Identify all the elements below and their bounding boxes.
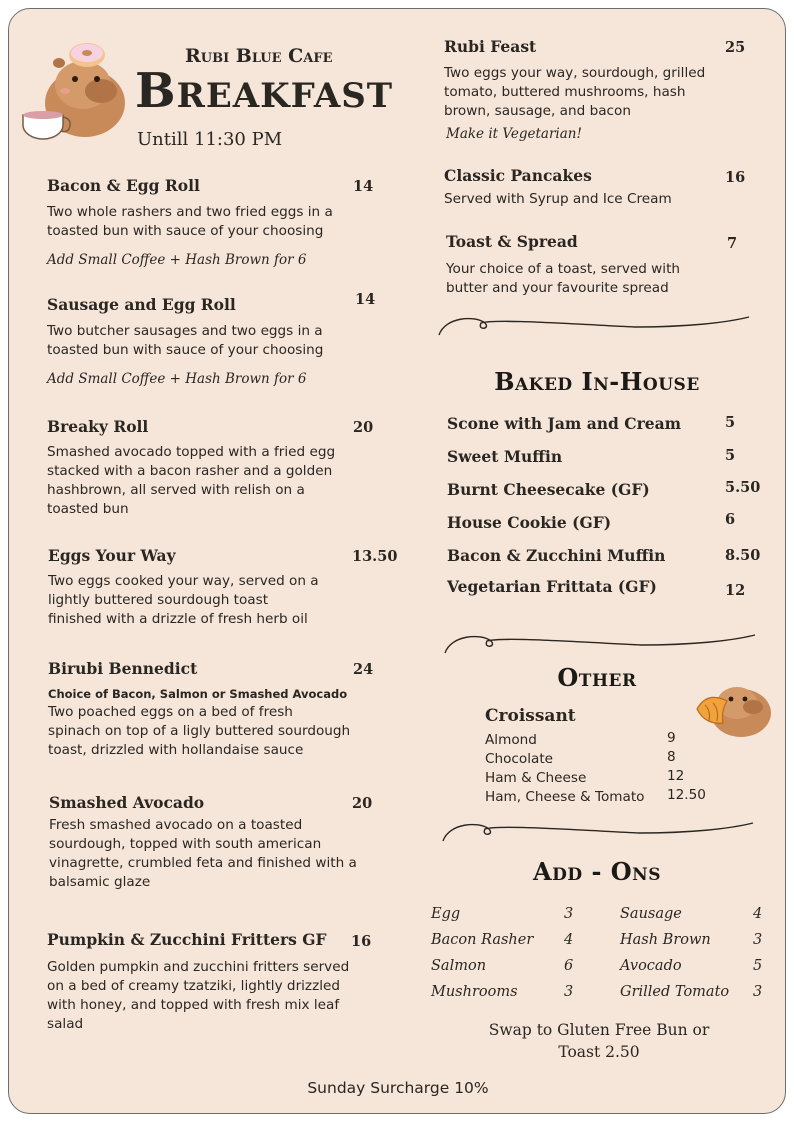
baked-item-name: Vegetarian Frittata (GF) — [447, 577, 657, 596]
item-note: Make it Vegetarian! — [446, 126, 582, 142]
item-description: Your choice of a toast, served with butter and your favourite spread — [446, 261, 681, 296]
item-price: 14 — [353, 178, 374, 195]
capybara-donut-icon — [15, 33, 133, 143]
item-note: Add Small Coffee + Hash Brown for 6 — [47, 371, 307, 387]
item-description: Two poached eggs on a bed of fresh spinach on top of a ligly buttered sourdough toast, drizzled with hollandaise sauce — [48, 704, 351, 758]
croissant-item-name: Chocolate — [485, 751, 554, 767]
addon-price: 4 — [753, 906, 763, 922]
addon-price: 3 — [564, 984, 574, 1000]
item-title: Smashed Avocado — [49, 793, 205, 812]
addon-name: Grilled Tomato — [620, 984, 730, 1000]
item-title: Bacon & Egg Roll — [47, 176, 200, 195]
croissant-item-price: 9 — [667, 730, 676, 746]
croissant-item-name: Ham & Cheese — [485, 770, 587, 786]
addon-price: 3 — [564, 906, 574, 922]
item-price: 20 — [352, 795, 373, 812]
addon-name: Avocado — [620, 958, 682, 974]
item-title: Breaky Roll — [47, 417, 149, 436]
addon-price: 3 — [753, 932, 763, 948]
item-description: Two eggs cooked your way, served on a lightly buttered sourdough toast finished with a drizzle of fresh herb oil — [48, 573, 319, 627]
addon-name: Mushrooms — [431, 984, 518, 1000]
item-price: 14 — [355, 291, 376, 308]
baked-item-price: 5.50 — [725, 479, 761, 496]
baked-item-price: 6 — [725, 511, 736, 528]
addon-price: 3 — [753, 984, 763, 1000]
addon-name: Sausage — [620, 906, 682, 922]
item-subheading: Choice of Bacon, Salmon or Smashed Avocado — [48, 687, 348, 701]
addon-price: 6 — [564, 958, 574, 974]
addon-name: Bacon Rasher — [431, 932, 534, 948]
baked-item-price: 5 — [725, 414, 736, 431]
croissant-item-price: 12 — [667, 768, 685, 784]
item-title: Toast & Spread — [446, 232, 578, 251]
swirl-divider — [435, 309, 755, 339]
section-heading-baked: Baked In-House — [494, 367, 700, 396]
baked-item-name: Burnt Cheesecake (GF) — [447, 480, 650, 499]
hours-text: Untill 11:30 PM — [137, 129, 283, 150]
croissant-item-price: 12.50 — [667, 787, 706, 803]
addon-name: Egg — [431, 906, 461, 922]
item-price: 13.50 — [352, 548, 398, 565]
item-title: Pumpkin & Zucchini Fritters GF — [47, 930, 327, 949]
item-note: Add Small Coffee + Hash Brown for 6 — [47, 252, 307, 268]
section-heading-addons: Add - Ons — [533, 857, 661, 886]
menu-page — [8, 8, 786, 1114]
croissant-item-name: Almond — [485, 732, 537, 748]
swap-note: Swap to Gluten Free Bun or Toast 2.50 — [488, 1021, 710, 1061]
item-price: 16 — [725, 169, 746, 186]
croissant-title: Croissant — [485, 706, 576, 726]
item-price: 16 — [351, 933, 372, 950]
addon-price: 4 — [564, 932, 574, 948]
baked-item-price: 8.50 — [725, 547, 761, 564]
item-description: Two whole rashers and two fried eggs in a toasted bun with sauce of your choosing — [47, 204, 333, 239]
croissant-item-name: Ham, Cheese & Tomato — [485, 789, 645, 805]
baked-item-name: Scone with Jam and Cream — [447, 414, 682, 433]
page-title: Breakfast — [135, 63, 394, 119]
item-description: Two butcher sausages and two eggs in a toasted bun with sauce of your choosing — [47, 323, 324, 358]
item-description: Served with Syrup and Ice Cream — [444, 191, 672, 207]
item-description: Smashed avocado topped with a fried egg stacked with a bacon rasher and a golden hashbrown, all served with relish on a toasted bun — [47, 444, 336, 517]
baked-item-price: 5 — [725, 447, 736, 464]
item-description: Two eggs your way, sourdough, grilled tomato, buttered mushrooms, hash brown, sausage, and bacon — [444, 65, 706, 119]
baked-item-name: House Cookie (GF) — [447, 513, 612, 532]
addon-name: Salmon — [431, 958, 487, 974]
item-price: 7 — [727, 235, 738, 252]
baked-item-price: 12 — [725, 582, 746, 599]
swirl-divider — [439, 815, 759, 845]
item-title: Classic Pancakes — [444, 166, 592, 185]
item-title: Eggs Your Way — [48, 546, 176, 565]
item-description: Golden pumpkin and zucchini fritters served on a bed of creamy tzatziki, lightly drizzled with honey, and topped with fresh mix leaf salad — [47, 959, 350, 1032]
addon-name: Hash Brown — [620, 932, 711, 948]
swirl-divider — [441, 627, 761, 657]
baked-item-name: Bacon & Zucchini Muffin — [447, 546, 666, 565]
item-price: 25 — [725, 39, 746, 56]
item-title: Sausage and Egg Roll — [47, 295, 236, 314]
capybara-croissant-icon — [691, 673, 777, 743]
item-title: Birubi Bennedict — [48, 659, 198, 678]
baked-item-name: Sweet Muffin — [447, 447, 563, 466]
footer-surcharge: Sunday Surcharge 10% — [307, 1079, 489, 1097]
cafe-name: Rubi Blue Cafe — [185, 45, 333, 67]
item-price: 24 — [353, 661, 374, 678]
item-description: Fresh smashed avocado on a toasted sourdough, topped with south american vinagrette, crumbled feta and finished with a balsamic glaze — [49, 817, 357, 890]
item-price: 20 — [353, 419, 374, 436]
section-heading-other: Other — [557, 663, 637, 692]
croissant-item-price: 8 — [667, 749, 676, 765]
addon-price: 5 — [753, 958, 763, 974]
item-title: Rubi Feast — [444, 37, 537, 56]
